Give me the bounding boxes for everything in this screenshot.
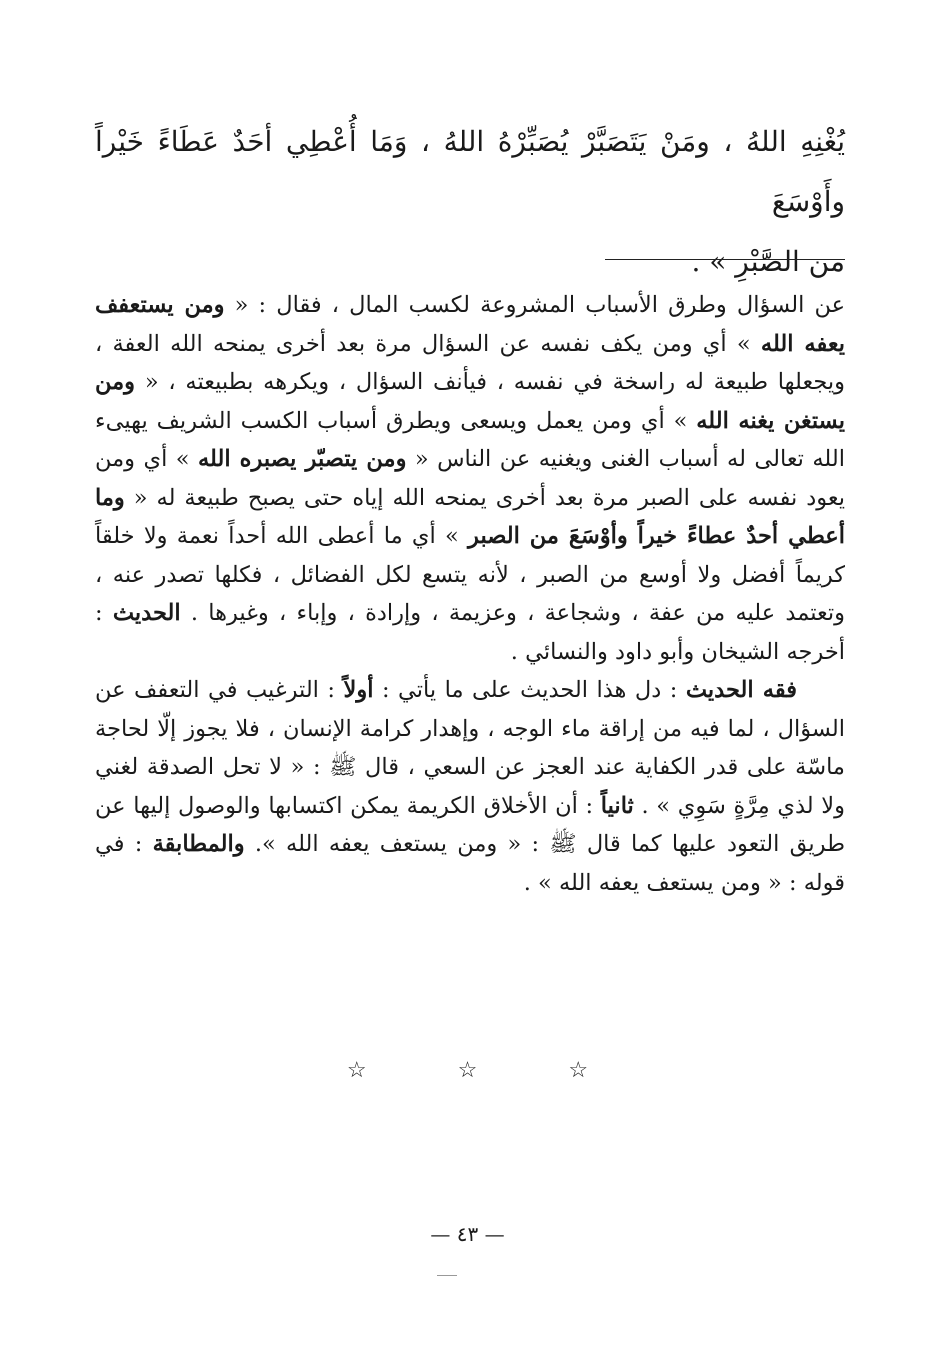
commentary-block <box>95 286 845 902</box>
text-run: » أي ومن يعمل ويسعى ويطرق أسباب الكسب الشريف يهيىء الله تعالى له أسباب الغنى ويغنيه عن الناس « <box>95 407 845 472</box>
text-run: » أي ومن يعود نفسه على الصبر مرة بعد أخرى يمنحه الله إياه حتى يصبح طبيعة له « <box>95 446 845 511</box>
text-run: » أي ما أعطى الله أحداً نعمة ولا خلقاً كريماً أفضل ولا أوسع من الصبر ، لأنه يتسع لكل الفضائل ، فكلها تصدر عنه ، وتعتمد عليه من عفة ، وشجاعة ، وعزيمة ، وإرادة ، وإباء ، وغيرها . <box>95 523 846 626</box>
text-run: : أخرجه الشيخان وأبو داود والنسائي . <box>95 600 845 665</box>
hadith-text-block <box>95 112 845 292</box>
bold-quote: وما أعطي أحدٌ عطاءً خيراً وأوْسَعَ من الصبر <box>95 484 845 549</box>
bold-heading: والمطابقة <box>152 831 245 857</box>
commentary-paragraph-2 <box>95 671 845 902</box>
bold-quote: ومن يتصبّر يصبره الله <box>197 446 407 472</box>
bold-heading: فقه الحديث <box>685 677 797 703</box>
text-run: : دل هذا الحديث على ما يأتي : <box>373 677 686 703</box>
text-run: : في قوله : « ومن يستعف يعفه الله » . <box>95 831 845 896</box>
hadith-line-1: يُغْنِهِ اللهُ ، ومَنْ يَتَصَبَّرْ يُصَبِّرْهُ اللهُ ، وَمَا أُعْطِي أحَدٌ عَطَاءً خَيْراً وأَوْسَعَ <box>95 125 845 218</box>
bold-quote: ومن يستغن يغنه الله <box>95 369 845 434</box>
bold-heading: ثانياً <box>600 792 634 819</box>
hadith-line-2: من الصَّبْرِ » . <box>691 245 845 278</box>
bold-heading: الحديث <box>112 600 181 626</box>
page-number: — ٤٣ — <box>430 1222 505 1246</box>
bold-quote: ومن يستعفف يعفه الله <box>95 292 845 357</box>
text-run: » أي ومن يكف نفسه عن السؤال مرة بعد أخرى يمنحه الله العفة ، ويجعلها طبيعة له راسخة في نفسه ، فيأنف السؤال ، ويكرهه بطبيعته ، « <box>95 330 845 395</box>
text-run: عن السؤال وطرق الأسباب المشروعة لكسب المال ، فقال : « <box>224 292 846 318</box>
footnote-separator <box>605 259 845 260</box>
bold-heading: أولاً <box>343 677 374 703</box>
text-run: : أن الأخلاق الكريمة يمكن اكتسابها والوصول إليها عن طريق التعود عليها كما قال ﷺ : « ومن يستعف يعفه الله ». <box>95 792 845 857</box>
text-run: : الترغيب في التعفف عن السؤال ، لما فيه من إراقة ماء الوجه ، وإهدار كرامة الإنسان ، فلا يجوز إلّا لحاجة ماسّة على قدر الكفاية عند العجز عن السعي ، قال ﷺ : « لا تحل الصدقة لغني ولا لذي مِرَّةٍ سَوِي » . <box>95 677 845 819</box>
section-divider-stars: ☆ ☆ ☆ <box>346 1058 631 1083</box>
commentary-paragraph-1 <box>95 286 845 671</box>
footer-mark <box>437 1275 457 1276</box>
